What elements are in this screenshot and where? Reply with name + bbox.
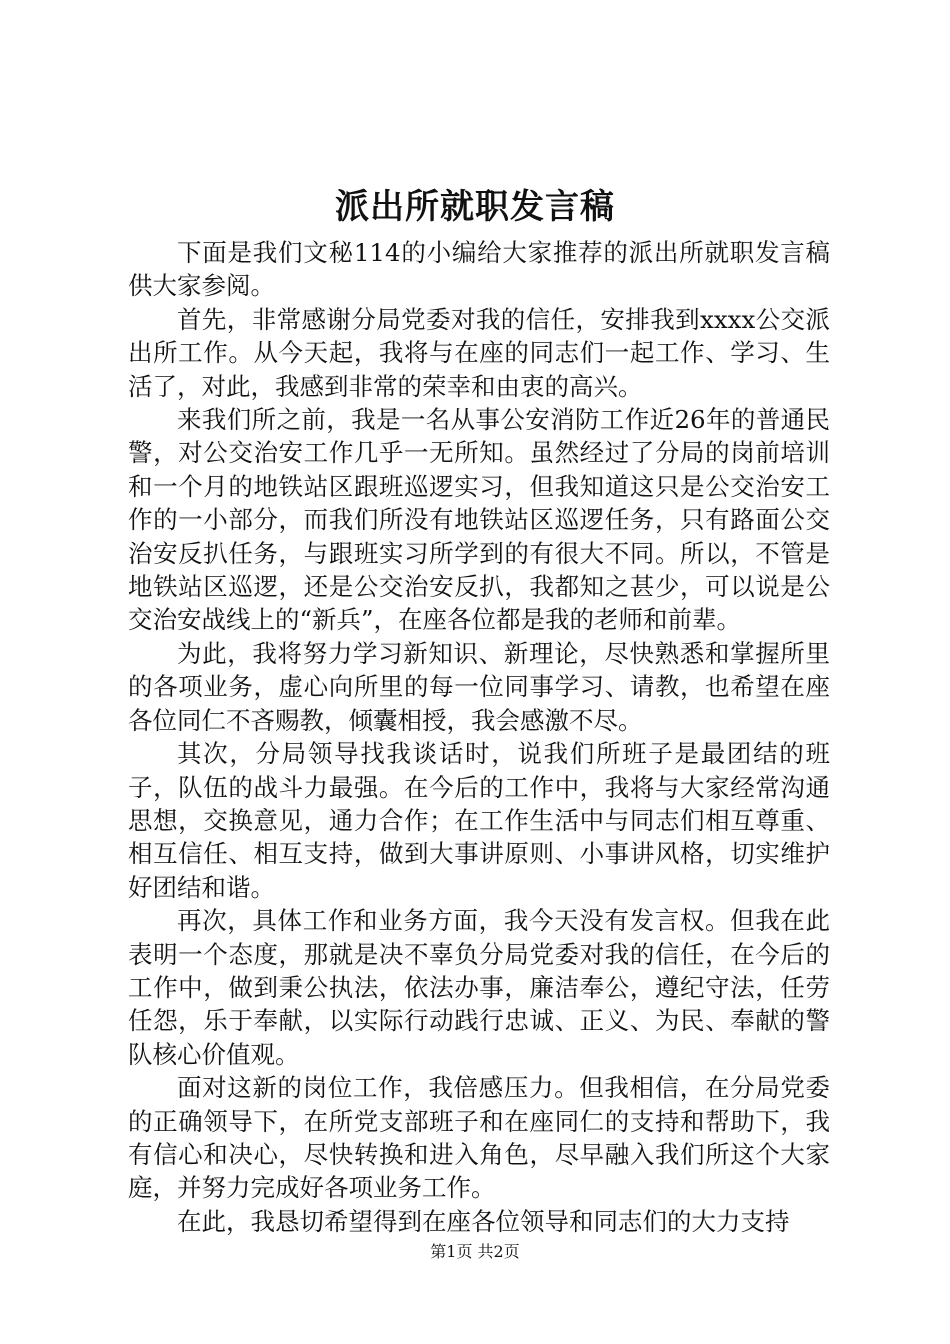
document-body (128, 236, 830, 1238)
paragraph-8: 在此，我恳切希望得到在座各位领导和同志们的大力支持 (177, 1206, 790, 1236)
paragraph-5: 其次，分局领导找我谈话时，说我们所班子是最团结的班子，队伍的战斗力最强。在今后的工作中，我将与大家经常沟通思想，交换意见，通力合作；在工作生活中与同志们相互尊重、相互信任、相互支持，做到大事讲原则、小事讲风格，切实维护好团结和谐。 (128, 739, 830, 902)
paragraph-7: 面对这新的岗位工作，我倍感压力。但我相信，在分局党委的正确领导下，在所党支部班子和在座同仁的支持和帮助下，我有信心和决心，尽快转换和进入角色，尽早融入我们所这个大家庭，并努力完成好各项业务工作。 (128, 1073, 830, 1203)
document-title: 派出所就职发言稿 (335, 187, 615, 227)
paragraph-2: 首先，非常感谢分局党委对我的信任，安排我到xxxx公交派出所工作。从今天起，我将与在座的同志们一起工作、学习、生活了，对此，我感到非常的荣幸和由衷的高兴。 (128, 304, 830, 401)
page-footer: 第1页 共2页 (430, 1242, 520, 1261)
paragraph-6: 再次，具体工作和业务方面，我今天没有发言权。但我在此表明一个态度，那就是决不辜负分局党委对我的信任，在今后的工作中，做到秉公执法，依法办事，廉洁奉公，遵纪守法，任劳任怨，乐于奉献，以实际行动践行忠诚、正义、为民、奉献的警队核心价值观。 (128, 906, 830, 1069)
paragraph-4: 为此，我将努力学习新知识、新理论，尽快熟悉和掌握所里的各项业务，虚心向所里的每一位同事学习、请教，也希望在座各位同仁不吝赐教，倾囊相授，我会感激不尽。 (128, 638, 830, 735)
paragraph-1: 下面是我们文秘114的小编给大家推荐的派出所就职发言稿供大家参阅。 (128, 238, 830, 301)
paragraph-3: 来我们所之前，我是一名从事公安消防工作近26年的普通民警，对公交治安工作几乎一无所知。虽然经过了分局的岗前培训和一个月的地铁站区跟班巡逻实习，但我知道这只是公交治安工作的一小部分，而我们所没有地铁站区巡逻任务，只有路面公交治安反扒任务，与跟班实习所学到的有很大不同。所以，不管是地铁站区巡逻，还是公交治安反扒，我都知之甚少，可以说是公交治安战线上的“新兵”，在座各位都是我的老师和前辈。 (128, 405, 830, 635)
